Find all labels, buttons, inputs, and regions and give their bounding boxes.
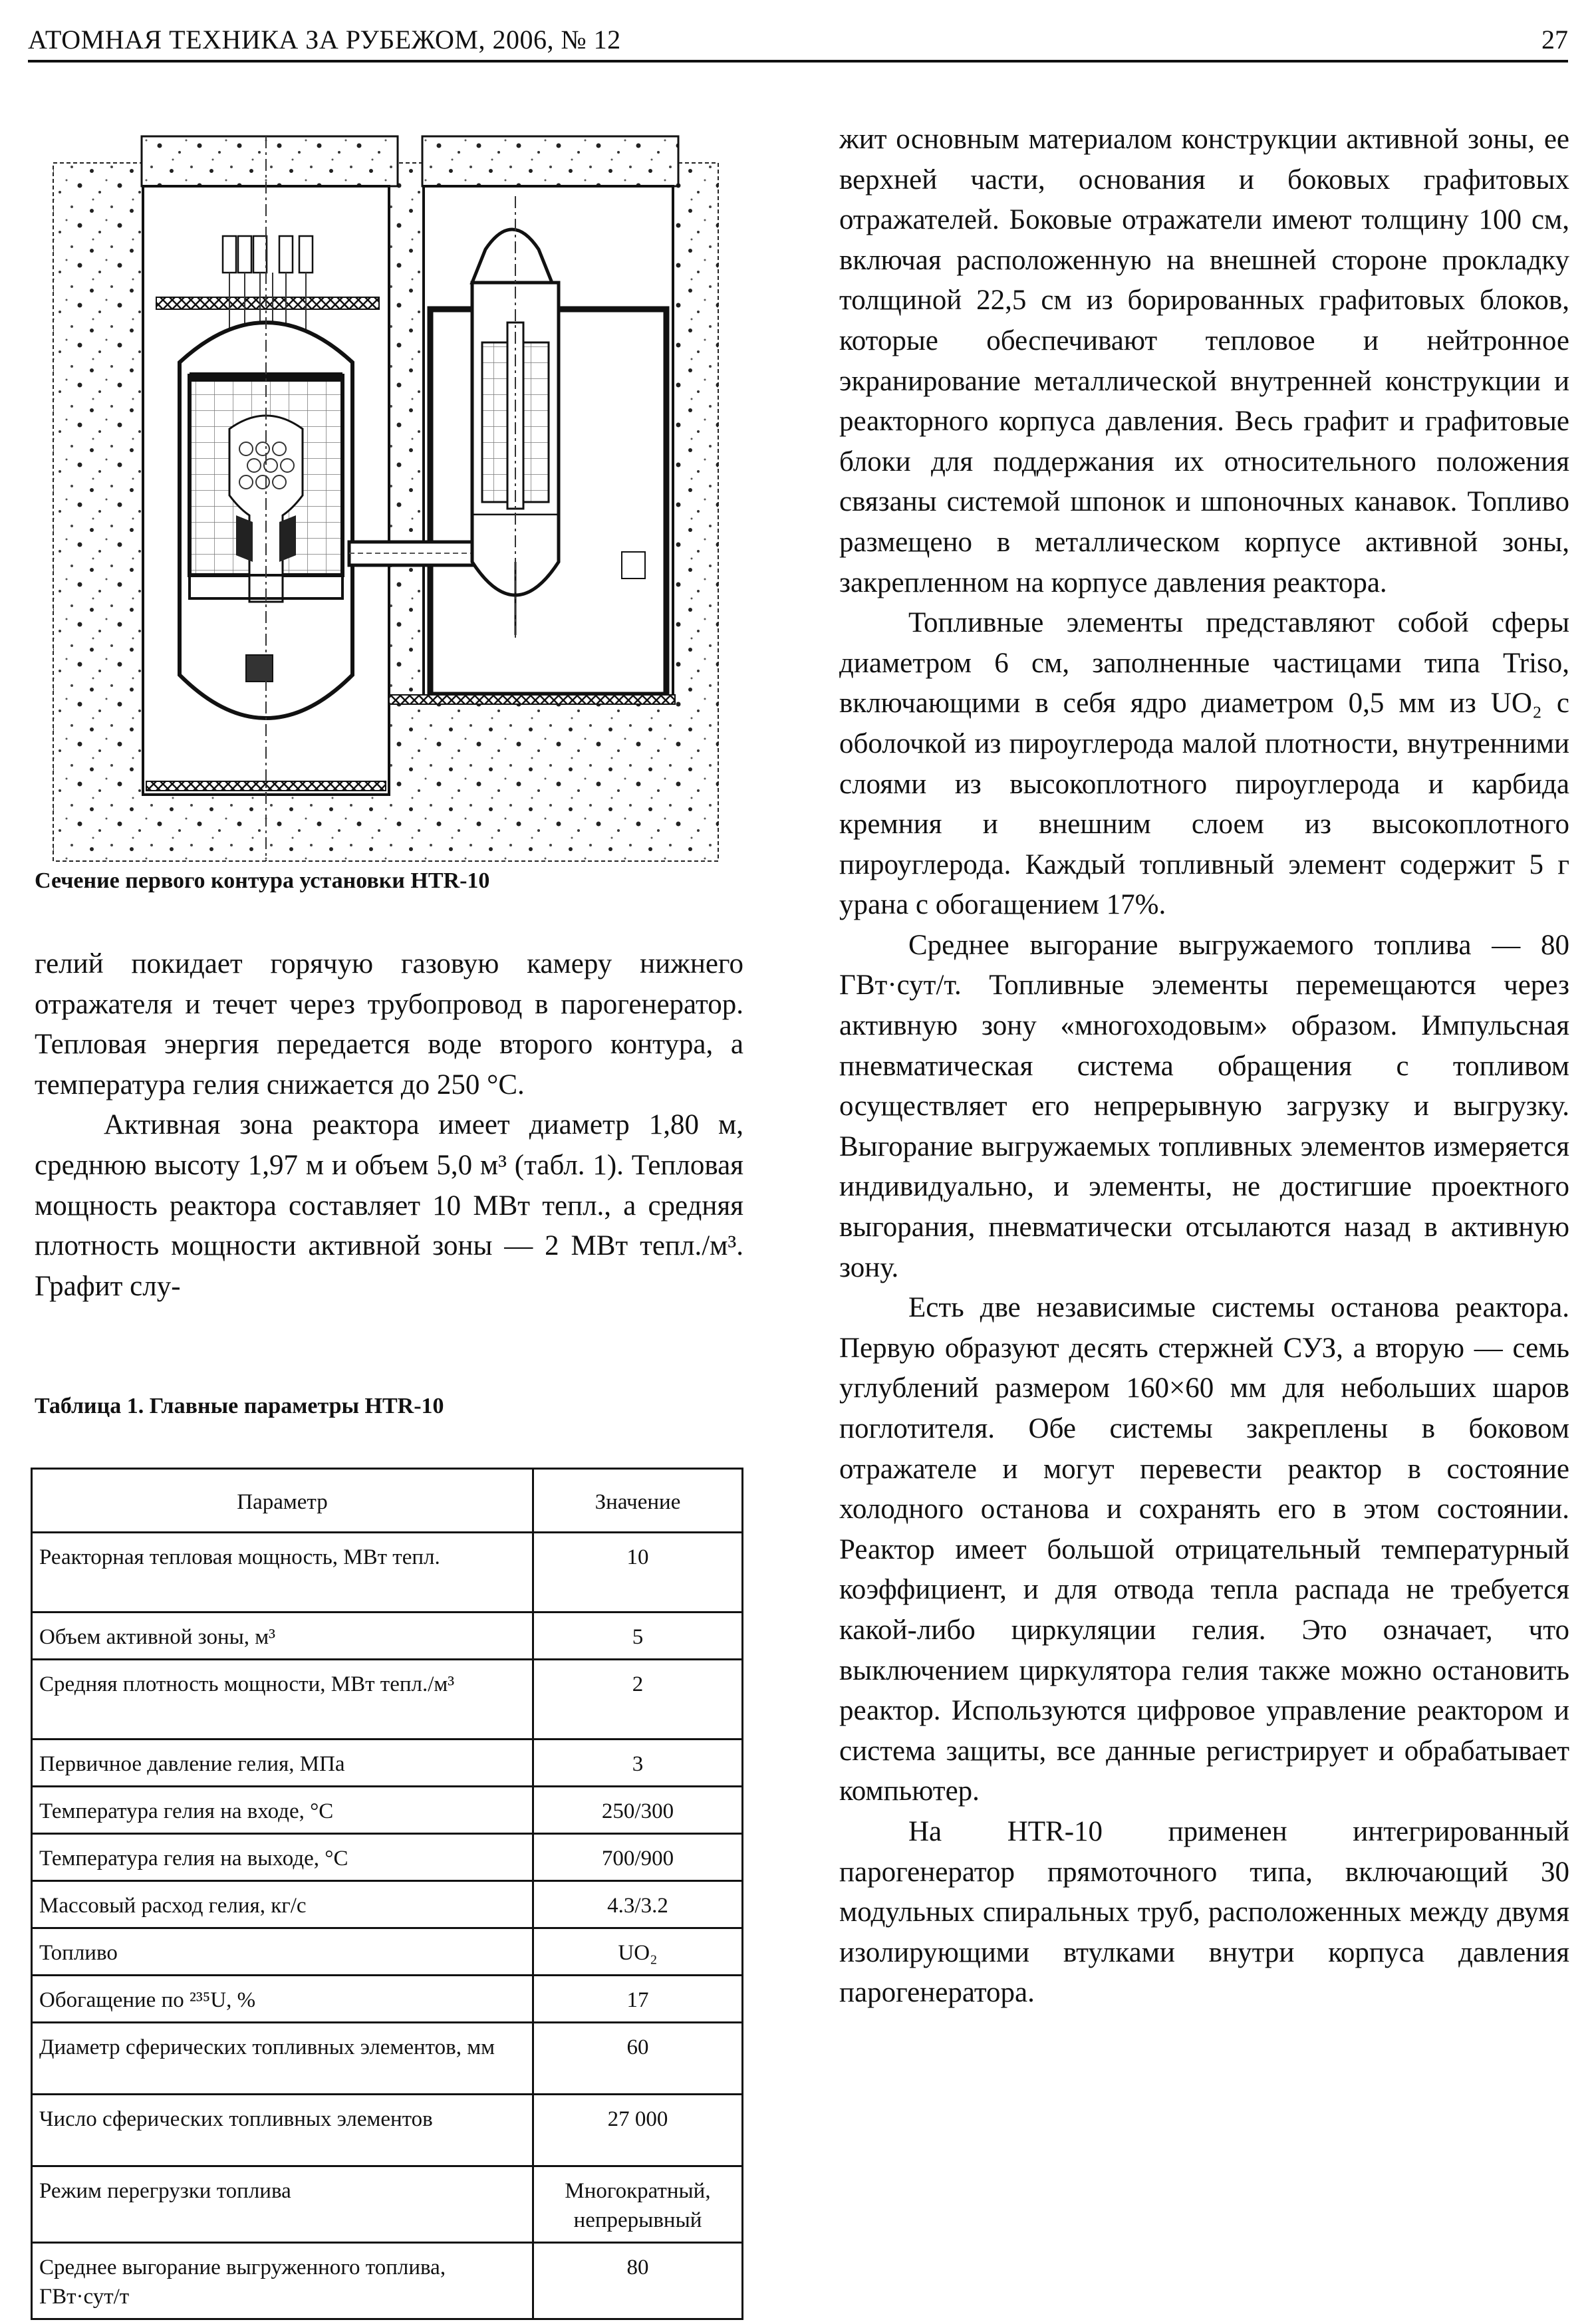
table-row: [32, 1976, 743, 2023]
value-cell: 60: [533, 2023, 743, 2095]
param-cell: Температура гелия на выходе, °С: [32, 1834, 533, 1881]
right-column-text: [839, 120, 1569, 2013]
paragraph: На HTR-10 применен интегрированный парогенератор прямоточного типа, включающий 30 модульных спиральных труб, расположенных между двумя изолирующими втулками внутри корпуса давления парогенератора.: [839, 1815, 1569, 2009]
param-cell: Топливо: [32, 1928, 533, 1976]
parameters-table: [31, 1468, 743, 2320]
param-cell: Первичное давление гелия, МПа: [32, 1740, 533, 1787]
value-cell: 10: [533, 1533, 743, 1613]
table-row: [32, 1533, 743, 1613]
value-cell: 3: [533, 1740, 743, 1787]
running-header: [28, 20, 1568, 63]
param-cell: Диаметр сферических топливных элементов, мм: [32, 2023, 533, 2095]
value-cell: 17: [533, 1976, 743, 2023]
param-cell: Реакторная тепловая мощность, МВт тепл.: [32, 1533, 533, 1613]
paragraph: Среднее выгорание выгружаемого топлива — 80 ГВт·сут/т. Топливные элементы перемещаются через активную зону «многоходовым» образом. Импульсная пневматическая система обращения с топливом осуществляет его непрерывную загрузку и выгрузку. Выгорание выгружаемых топливных элементов измеряется индивидуально, и элементы, не достигшие проектного выгорания, пневматически отсылаются назад в активную зону.: [839, 929, 1569, 1283]
table-row: [32, 2166, 743, 2243]
paragraph: жит основным материалом конструкции активной зоны, ее верхней части, основания и боковых графитовых отражателей. Боковые отражатели имеют толщину 100 см, включая расположенную на внешней стороне прокладку толщиной 22,5 см из борированных графитовых блоков, которые обеспечивают тепловое и нейтронное экранирование металлической внутренней конструкции и реакторного корпуса давления. Весь графит и графитовые блоки для поддержания их относительного положения связаны системой шпонок и шпоночных канавок. Топливо размещено в металлическом корпусе активной зоны, закрепленном на корпусе давления реактора.: [839, 124, 1569, 598]
journal-title: АТОМНАЯ ТЕХНИКА ЗА РУБЕЖОМ, 2006, № 12: [28, 25, 621, 55]
reactor-cross-section-diagram-icon: [47, 123, 738, 868]
column-header-value: Значение: [533, 1469, 743, 1533]
value-cell: 2: [533, 1660, 743, 1740]
reactor-cross-section-figure: [47, 123, 738, 868]
value-cell: 700/900: [533, 1834, 743, 1881]
paragraph: Топливные элементы представляют собой сферы диаметром 6 см, заполненные частицами типа Triso, включающими в себя ядро диаметром 0,5 мм из UO₂ с оболочкой из пироуглерода малой плотности, внутренними слоями из высокоплотного пироуглерода и карбида кремния и внешним слоем из высокоплотного пироуглерода. Каждый топливный элемент содержит 5 г урана с обогащением 17%.: [839, 607, 1569, 921]
value-cell: 250/300: [533, 1787, 743, 1834]
table-row: [32, 1613, 743, 1660]
paragraph: Есть две независимые системы останова реактора. Первую образуют десять стержней СУЗ, а вторую — семь углублений размером 160×60 мм для небольших шаров поглотителя. Обе системы закреплены в боковом отражателе и могут перевести реактор в состояние холодного останова и сохранять его в этом состоянии. Реактор имеет большой отрицательный температурный коэффициент, и для отвода тепла распада не требуется какой-либо циркуляции гелия. Это означает, что выключением циркулятора гелия также можно остановить реактор. Используются цифровое управление реактором и система защиты, все данные регистрирует и обрабатывает компьютер.: [839, 1292, 1569, 1807]
header-divider: [28, 60, 1568, 63]
table-row: [32, 1740, 743, 1787]
param-cell: Объем активной зоны, м³: [32, 1613, 533, 1660]
paragraph: гелий покидает горячую газовую камеру нижнего отражателя и течет через трубопровод в парогенератор. Тепловая энергия передается воде второго контура, а температура гелия снижается до 250 °С.: [35, 948, 743, 1100]
table-row: [32, 1928, 743, 1976]
table-row: [32, 1881, 743, 1928]
param-cell: Число сферических топливных элементов: [32, 2095, 533, 2166]
table-row: [32, 1660, 743, 1740]
table-header-row: [32, 1469, 743, 1533]
table-row: [32, 2023, 743, 2095]
figure-caption: Сечение первого контура установки HTR-10: [35, 868, 490, 893]
value-cell: 80: [533, 2243, 743, 2319]
param-cell: Среднее выгорание выгруженного топлива, ГВт·сут/т: [32, 2243, 533, 2319]
value-cell: Многократный, непрерывный: [533, 2166, 743, 2243]
param-cell: Температура гелия на входе, °С: [32, 1787, 533, 1834]
table-title: Таблица 1. Главные параметры HTR-10: [35, 1394, 444, 1418]
param-cell: Массовый расход гелия, кг/с: [32, 1881, 533, 1928]
column-header-parameter: Параметр: [32, 1469, 533, 1533]
table-row: [32, 1834, 743, 1881]
table-row: [32, 2095, 743, 2166]
param-cell: Режим перегрузки топлива: [32, 2166, 533, 2243]
value-cell: 5: [533, 1613, 743, 1660]
table-row: [32, 2243, 743, 2319]
value-cell: 4.3/3.2: [533, 1881, 743, 1928]
value-cell: 27 000: [533, 2095, 743, 2166]
param-cell: Средняя плотность мощности, МВт тепл./м³: [32, 1660, 533, 1740]
param-cell: Обогащение по ²³⁵U, %: [32, 1976, 533, 2023]
left-column-text: [35, 944, 743, 1307]
table-row: [32, 1787, 743, 1834]
value-cell: UO₂: [533, 1928, 743, 1976]
page-number: 27: [1541, 25, 1568, 55]
paragraph: Активная зона реактора имеет диаметр 1,80 м, среднюю высоту 1,97 м и объем 5,0 м³ (табл. 1). Тепловая мощность реактора составляет 10 МВт тепл., а средняя плотность мощности активной зоны — 2 МВт тепл./м³. Графит слу-: [35, 1109, 743, 1302]
